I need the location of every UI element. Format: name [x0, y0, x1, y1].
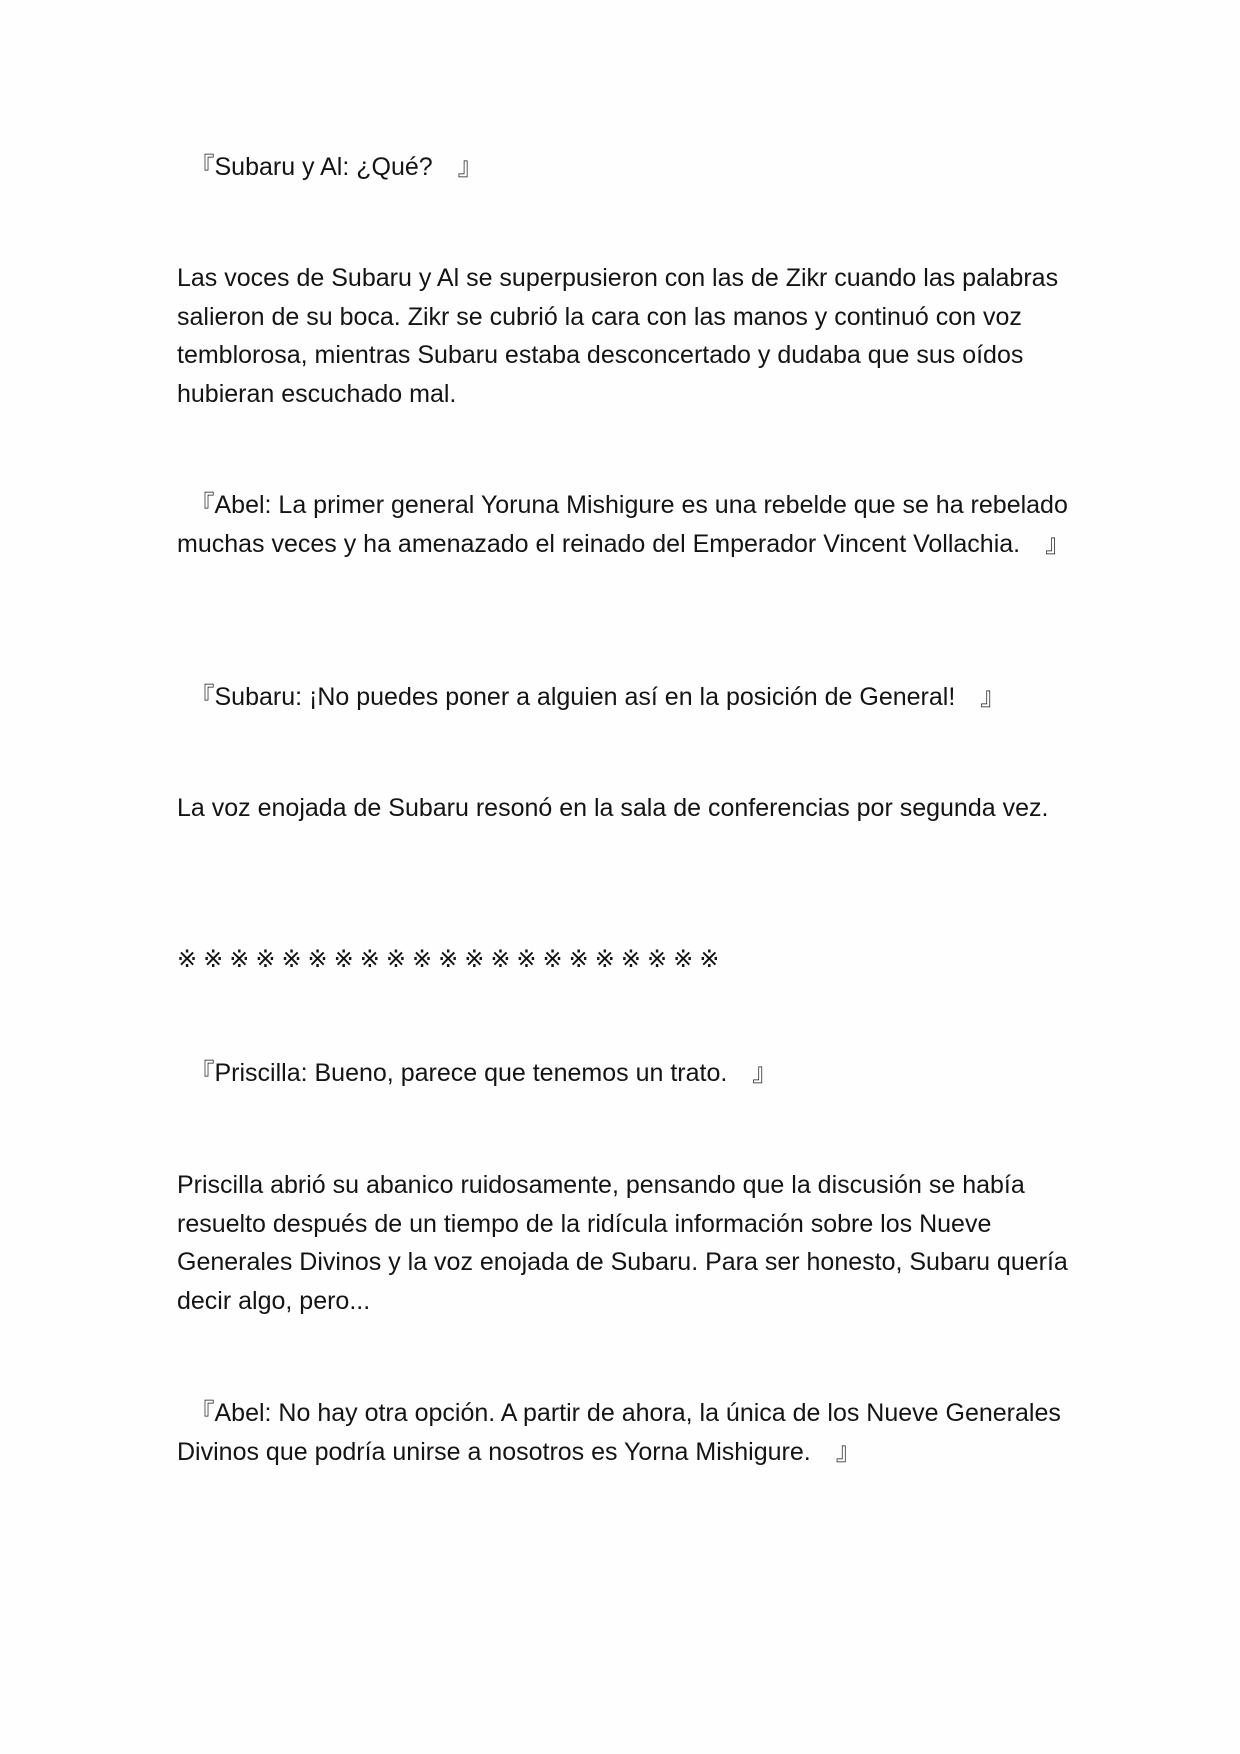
dialogue-subaru-al: 『Subaru y Al: ¿Qué? 』 — [177, 153, 483, 181]
dialogue-priscilla: 『Priscilla: Bueno, parece que tenemos un trato. 』 — [177, 1059, 778, 1087]
dialogue-subaru-general: 『Subaru: ¡No puedes poner a alguien así en la posición de General! 』 — [177, 683, 1006, 711]
narration-priscilla-fan: Priscilla abrió su abanico ruidosamente, pensando que la discusión se había resuelto después de un tiempo de la ridícula información sobre los Nueve Generales Divinos y la voz enojada de Subaru. Para ser honesto, Subaru quería decir algo, pero... — [177, 1171, 1068, 1315]
dialogue-abel-option: 『Abel: No hay otra opción. A partir de ahora, la única de los Nueve Generales Divinos que podría unirse a nosotros es Yorna Mishigure. 』 — [177, 1399, 1061, 1466]
dialogue-abel-yoruna: 『Abel: La primer general Yoruna Mishigure es una rebelde que se ha rebelado muchas veces y ha amenazado el reinado del Emperador Vincent Vollachia. 』 — [177, 491, 1071, 558]
scene-divider: ※※※※※※※※※※※※※※※※※※※※※ — [177, 945, 726, 973]
narration-voices: Las voces de Subaru y Al se superpusieron con las de Zikr cuando las palabras salieron de su boca. Zikr se cubrió la cara con las manos y continuó con voz temblorosa, mientras Subaru estaba desconcertado y dudaba que sus oídos hubieran escuchado mal. — [177, 264, 1059, 408]
narration-angry-voice: La voz enojada de Subaru resonó en la sala de conferencias por segunda vez. — [177, 794, 1049, 822]
